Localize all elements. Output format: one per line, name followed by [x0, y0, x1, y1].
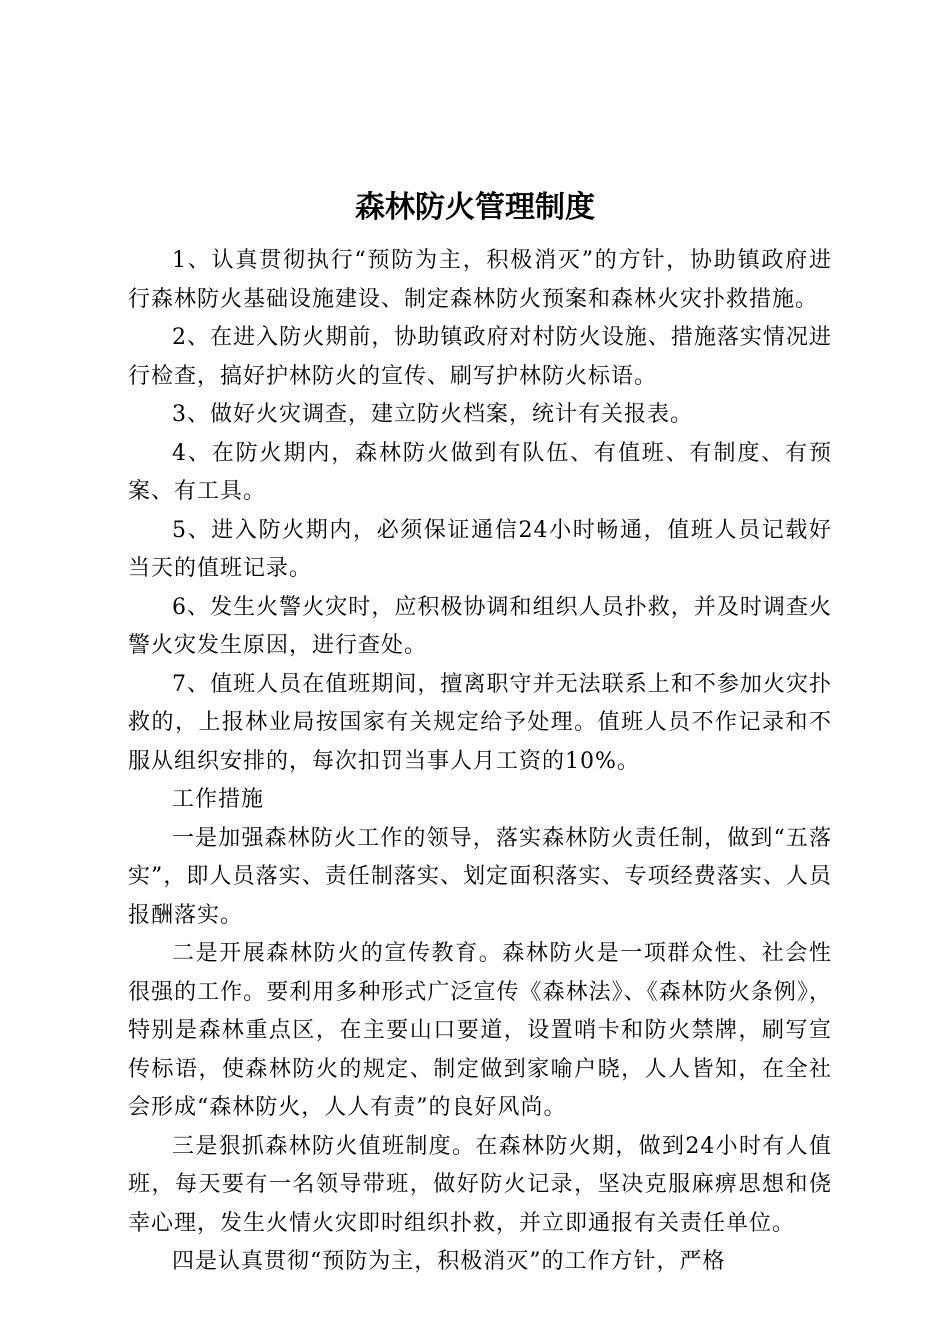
section-heading-work-measures: 工作措施	[172, 787, 265, 812]
paragraph-5: 5、进入防火期内，必须保证通信24小时畅通，值班人员记载好当天的值班记录。	[128, 517, 832, 581]
document-title: 森林防火管理制度	[355, 190, 595, 225]
paragraph-4: 4、在防火期内，森林防火做到有队伍、有值班、有制度、有预案、有工具。	[128, 440, 832, 504]
measure-3: 三是狠抓森林防火值班制度。在森林防火期，做到24小时有人值班，每天要有一名领导带班，做好防火记录，坚决克服麻痹思想和侥幸心理，发生火情火灾即时组织扑救，并立即通报有关责任单位。	[128, 1133, 832, 1236]
paragraph-1: 1、认真贯彻执行“预防为主，积极消灭”的方针，协助镇政府进行森林防火基础设施建设、制定森林防火预案和森林火灾扑救措施。	[128, 248, 832, 312]
measure-4: 四是认真贯彻“预防为主，积极消灭”的工作方针，严格	[172, 1249, 726, 1274]
paragraph-2: 2、在进入防火期前，协助镇政府对村防火设施、措施落实情况进行检查，搞好护林防火的宣传、刷写护林防火标语。	[128, 325, 832, 389]
measure-2: 二是开展森林防火的宣传教育。森林防火是一项群众性、社会性很强的工作。要利用多种形式广泛宣传《森林法》、《森林防火条例》，特别是森林重点区，在主要山口要道，设置哨卡和防火禁牌，刷写宣传标语，使森林防火的规定、制定做到家喻户晓，人人皆知，在全社会形成“森林防火，人人有责”的良好风尚。	[128, 941, 832, 1120]
document-body	[128, 242, 832, 1282]
paragraph-7: 7、值班人员在值班期间，擅离职守并无法联系上和不参加火灾扑救的，上报林业局按国家有关规定给予处理。值班人员不作记录和不服从组织安排的，每次扣罚当事人月工资的10%。	[128, 671, 832, 774]
paragraph-3: 3、做好火灾调查，建立防火档案，统计有关报表。	[172, 402, 693, 427]
measure-1: 一是加强森林防火工作的领导，落实森林防火责任制，做到“五落实”，即人员落实、责任制落实、划定面积落实、专项经费落实、人员报酬落实。	[128, 825, 832, 928]
paragraph-6: 6、发生火警火灾时，应积极协调和组织人员扑救，并及时调查火警火灾发生原因，进行查处。	[128, 594, 832, 658]
